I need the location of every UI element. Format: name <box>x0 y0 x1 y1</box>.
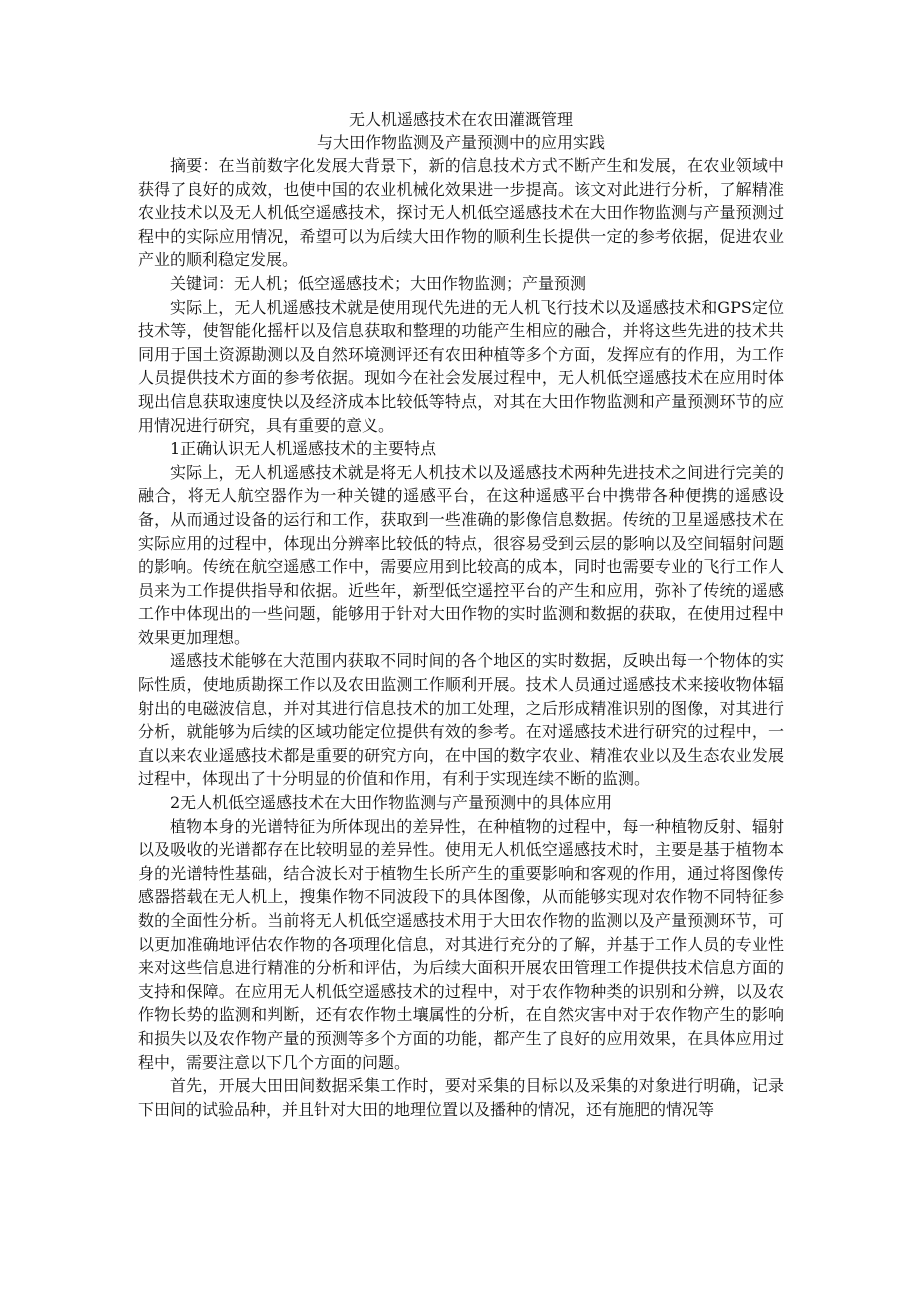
document-title-line-2: 与大田作物监测及产量预测中的应用实践 <box>316 133 605 152</box>
section-1-paragraph-1: 实际上，无人机遥感技术就是将无人机技术以及遥感技术两种先进技术之间进行完美的融合，将无人航空器作为一种关键的遥感平台，在这种遥感平台中携带各种便携的遥感设备，从而通过设备的运行和工作，获取到一些准确的影像信息数据。传统的卫星遥感技术在实际应用的过程中，体现出分辨率比较低的特点，很容易受到云层的影响以及空间辐射问题的影响。传统在航空遥感工作中，需要应用到比较高的成本，同时也需要专业的飞行工作人员来为工作提供指导和依据。近些年，新型低空遥控平台的产生和应用，弥补了传统的遥感工作中体现出的一些问题，能够用于针对大田作物的实时监测和数据的获取，在使用过程中效果更加理想。 <box>138 462 784 647</box>
document-title-line-1: 无人机遥感技术在农田灌溉管理 <box>348 110 573 129</box>
abstract-paragraph: 摘要：在当前数字化发展大背景下，新的信息技术方式不断产生和发展，在农业领域中获得了良好的成效，也使中国的农业机械化效果进一步提高。该文对此进行分析，了解精准农业技术以及无人机低空遥感技术，探讨无人机低空遥感技术在大田作物监测与产量预测过程中的实际应用情况，希望可以为后续大田作物的顺利生长提供一定的参考依据，促进农业产业的顺利稳定发展。 <box>138 156 784 270</box>
keywords-paragraph: 关键词：无人机；低空遥感技术；大田作物监测；产量预测 <box>170 273 587 293</box>
section-2-paragraph-1: 植物本身的光谱特征为所体现出的差异性，在种植物的过程中，每一种植物反射、辐射以及吸收的光谱都存在比较明显的差异性。使用无人机低空遥感技术时，主要是基于植物本身的光谱特性基础，结合波长对于植物生长所产生的重要影响和客观的作用，通过将图像传感器搭载在无人机上，搜集作物不同波段下的具体图像，从而能够实现对农作物不同特征参数的全面性分析。当前将无人机低空遥感技术用于大田农作物的监测以及产量预测环节，可以更加准确地评估农作物的各项理化信息，对其进行充分的了解，并基于工作人员的专业性来对这些信息进行精准的分析和评估，为后续大面积开展农田管理工作提供技术信息方面的支持和保障。在应用无人机低空遥感技术的过程中，对于农作物种类的识别和分辨，以及农作物长势的监测和判断，还有农作物土壤属性的分析，在自然灾害中对于农作物产生的影响和损失以及农作物产量的预测等多个方面的功能，都产生了良好的应用效果，在具体应用过程中，需要注意以下几个方面的问题。 <box>138 816 784 1072</box>
section-1-paragraph-2: 遥感技术能够在大范围内获取不同时间的各个地区的实时数据，反映出每一个物体的实际性质，使地质勘探工作以及农田监测工作顺利开展。技术人员通过遥感技术来接收物体辐射出的电磁波信息，并对其进行信息技术的加工处理，之后形成精准识别的图像，对其进行分析，就能够为后续的区域功能定位提供有效的参考。在对遥感技术进行研究的过程中，一直以来农业遥感技术都是重要的研究方向，在中国的数字农业、精准农业以及生态农业发展过程中，体现出了十分明显的价值和作用，有利于实现连续不断的监测。 <box>138 651 784 789</box>
section-2-paragraph-2: 首先，开展大田田间数据采集工作时，要对采集的目标以及采集的对象进行明确，记录下田间的试验品种，并且针对大田的地理位置以及播种的情况，还有施肥的情况等 <box>138 1076 784 1119</box>
section-1-heading: 1正确认识无人机遥感技术的主要特点 <box>170 439 437 459</box>
intro-paragraph: 实际上，无人机遥感技术就是使用现代先进的无人机飞行技术以及遥感技术和GPS定位技术等，使智能化摇杆以及信息获取和整理的功能产生相应的融合，并将这些先进的技术共同用于国土资源勘测以及自然环境测评还有农田种植等多个方面，发挥应有的作用，为工作人员提供技术方面的参考依据。现如今在社会发展过程中，无人机低空遥感技术在应用时体现出信息获取速度快以及经济成本比较低等特点，对其在大田作物监测和产量预测环节的应用情况进行研究，具有重要的意义。 <box>138 297 784 435</box>
document-page <box>138 108 784 1121</box>
section-2-heading: 2无人机低空遥感技术在大田作物监测与产量预测中的具体应用 <box>170 793 613 813</box>
